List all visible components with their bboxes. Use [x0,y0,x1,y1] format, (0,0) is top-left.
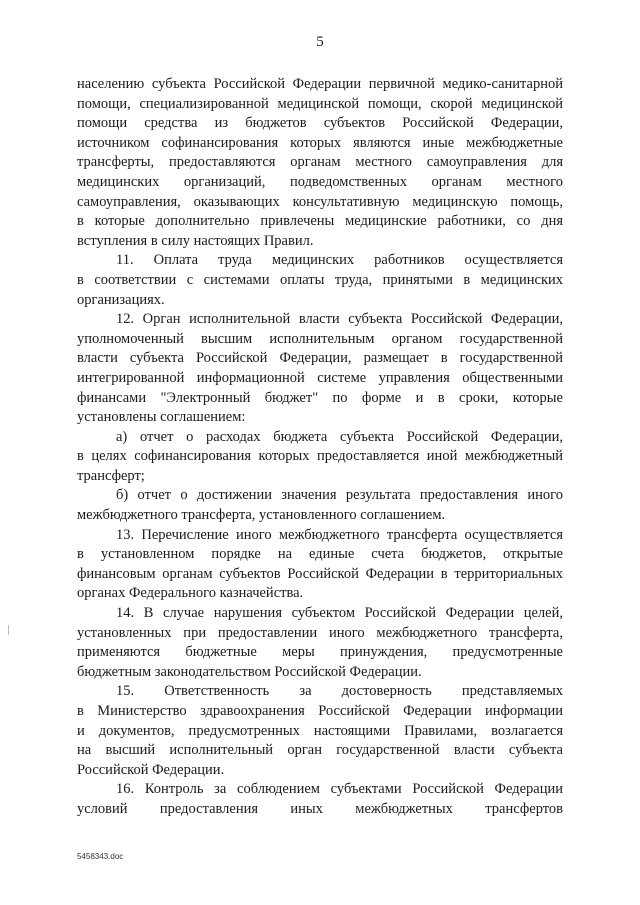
text-line: в Министерство здравоохранения Российской Федерации информации [77,703,563,719]
paragraph-12-line: 12. Орган исполнительной власти субъекта Российской Федерации, [116,311,563,328]
paragraph-14-line: 14. В случае нарушения субъектом Российской Федерации целей, [116,605,563,622]
text-line: Российской Федерации. [77,761,225,778]
text-line: и документов, предусмотренных настоящими Правилами, возлагается [77,722,563,739]
text-line: условий предоставления иных межбюджетных трансфертов [77,800,563,817]
text-line: в соответствии с системами оплаты труда, принятыми в медицинских [77,271,563,288]
text-line: источником софинансирования которых являются иные межбюджетные [77,134,563,151]
text-line: уполномоченный высшим исполнительным органом государственной [77,330,563,347]
text-line: на высший исполнительный орган государственной власти субъекта [77,742,563,759]
text-line: межбюджетного трансферта, установленного соглашением. [77,507,446,524]
paragraph-13-line: 13. Перечисление иного межбюджетного трансферта осуществляется [116,526,563,543]
text-line: бюджетным законодательством Российской Федерации. [77,663,422,680]
text-line: установленных при предоставлении иного межбюджетного трансферта, [77,624,563,641]
subitem-b-line: б) отчет о достижении значения результата предоставления иного [116,487,563,504]
text-line: в которые дополнительно привлечены медицинские работники, со дня [77,213,563,230]
paragraph-16-line: 16. Контроль за соблюдением субъектами Российской Федерации [116,781,563,798]
paragraph-11-line: 11. Оплата труда медицинских работников осуществляется [116,252,563,269]
text-line: вступления в силу настоящих Правил. [77,232,314,249]
footer-filename: 5458343.doc [77,852,124,861]
text-line: финансами "Электронный бюджет" по форме и в сроки, которые [77,389,563,406]
text-line: трансферт; [77,467,145,484]
text-line: помощи, специализированной медицинской помощи, скорой медицинской [77,95,563,112]
text-line: в целях софинансирования которых предоставляется иной межбюджетный [77,448,563,465]
text-line: власти субъекта Российской Федерации, размещает в государственной [77,350,563,367]
text-line: установлены соглашением: [77,409,246,426]
text-line: медицинских организаций, подведомственных органам местного [77,173,563,190]
document-body [77,75,563,820]
margin-mark [8,625,9,635]
text-line: самоуправления, оказывающих консультативную медицинскую помощь, [77,193,563,210]
text-line: трансферты, предоставляются органам местного самоуправления для [77,154,563,171]
text-line: интегрированной информационной системе управления общественными [77,369,563,386]
text-line: в установленном порядке на единые счета бюджетов, открытые [77,546,563,563]
paragraph-15-line: 15. Ответственность за достоверность представляемых [116,683,563,700]
page-number: 5 [316,34,324,50]
text-line: органах Федерального казначейства. [77,585,304,602]
subitem-a-line: а) отчет о расходах бюджета субъекта Российской Федерации, [116,428,563,445]
text-line: применяются бюджетные меры принуждения, предусмотренные [77,644,563,661]
text-line: помощи средства из бюджетов субъектов Российской Федерации, [77,115,563,132]
text-line: финансовым органам субъектов Российской Федерации в территориальных [77,565,563,582]
text-line: организациях. [77,291,165,308]
text-line: населению субъекта Российской Федерации первичной медико-санитарной [77,76,563,92]
